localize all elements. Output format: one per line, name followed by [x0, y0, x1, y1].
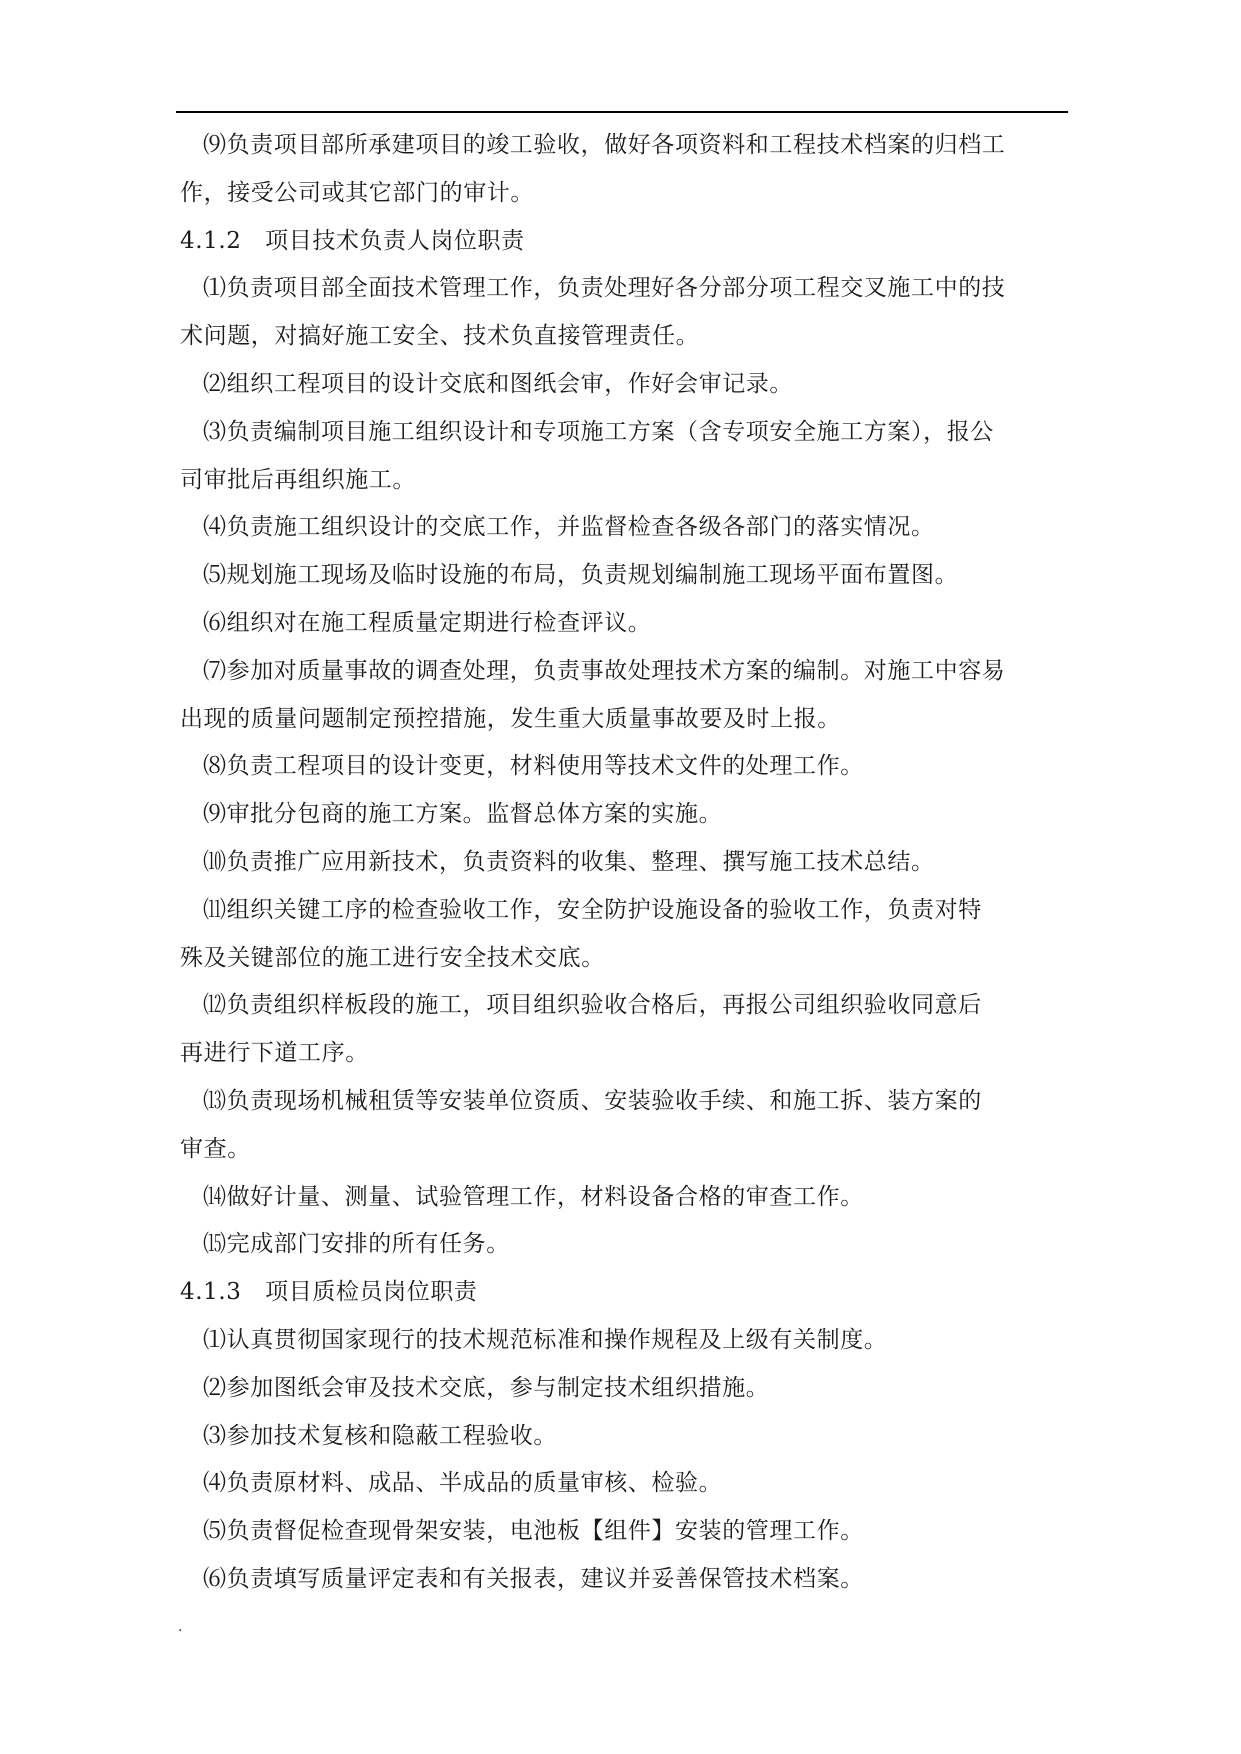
text-line: ⒀负责现场机械租赁等安装单位资质、安装验收手续、和施工拆、装方案的	[203, 1087, 982, 1114]
text-line: ⑽负责推广应用新技术，负责资料的收集、整理、撰写施工技术总结。	[203, 848, 935, 875]
text-line: 出现的质量问题制定预控措施，发生重大质量事故要及时上报。	[180, 705, 841, 732]
text-line: 司审批后再组织施工。	[180, 466, 416, 493]
text-line: ⑹组织对在施工程质量定期进行检查评议。	[203, 609, 652, 636]
document-body	[180, 122, 1068, 1604]
text-line: ⑸负责督促检查现骨架安装，电池板【组件】安装的管理工作。	[203, 1518, 864, 1545]
text-line: ⑻负责工程项目的设计变更，材料使用等技术文件的处理工作。	[203, 753, 864, 780]
text-line: ⑴认真贯彻国家现行的技术规范标准和操作规程及上级有关制度。	[203, 1326, 888, 1353]
text-line: ⑴负责项目部全面技术管理工作，负责处理好各分部分项工程交叉施工中的技	[203, 275, 1006, 302]
section-heading: 4.1.2 项目技术负责人岗位职责	[180, 227, 525, 254]
text-line: ⑺参加对质量事故的调查处理，负责事故处理技术方案的编制。对施工中容易	[203, 657, 1006, 684]
text-line: ⑶负责编制项目施工组织设计和专项施工方案（含专项安全施工方案），报公	[203, 418, 994, 445]
text-line: ⒁做好计量、测量、试验管理工作，材料设备合格的审查工作。	[203, 1183, 864, 1210]
text-line: ⑷负责原材料、成品、半成品的质量审核、检验。	[203, 1470, 723, 1497]
text-line: ⑾组织关键工序的检查验收工作，安全防护设施设备的验收工作，负责对特	[203, 896, 982, 923]
text-line: ⑷负责施工组织设计的交底工作，并监督检查各级各部门的落实情况。	[203, 514, 935, 541]
section-heading: 4.1.3 项目质检员岗位职责	[180, 1279, 478, 1306]
text-line: ⑵参加图纸会审及技术交底，参与制定技术组织措施。	[203, 1374, 770, 1401]
text-line: 审查。	[180, 1135, 251, 1162]
text-line: 殊及关键部位的施工进行安全技术交底。	[180, 944, 605, 971]
text-line: ⑼审批分包商的施工方案。监督总体方案的实施。	[203, 801, 723, 828]
text-line: 作，接受公司或其它部门的审计。	[180, 179, 534, 206]
footer-mark: .	[178, 1619, 183, 1635]
text-line: ⒂完成部门安排的所有任务。	[203, 1231, 510, 1258]
header-rule	[176, 111, 1068, 113]
text-line: ⑶参加技术复核和隐蔽工程验收。	[203, 1422, 557, 1449]
text-line: 再进行下道工序。	[180, 1040, 369, 1067]
text-line: ⑵组织工程项目的设计交底和图纸会审，作好会审记录。	[203, 370, 793, 397]
text-line: ⑿负责组织样板段的施工，项目组织验收合格后，再报公司组织验收同意后	[203, 992, 982, 1019]
text-line: 术问题，对搞好施工安全、技术负直接管理责任。	[180, 323, 700, 350]
text-line: ⑸规划施工现场及临时设施的布局，负责规划编制施工现场平面布置图。	[203, 562, 959, 589]
text-line: ⑹负责填写质量评定表和有关报表，建议并妥善保管技术档案。	[203, 1565, 864, 1592]
text-line: ⑼负责项目部所承建项目的竣工验收，做好各项资料和工程技术档案的归档工	[203, 132, 1006, 158]
